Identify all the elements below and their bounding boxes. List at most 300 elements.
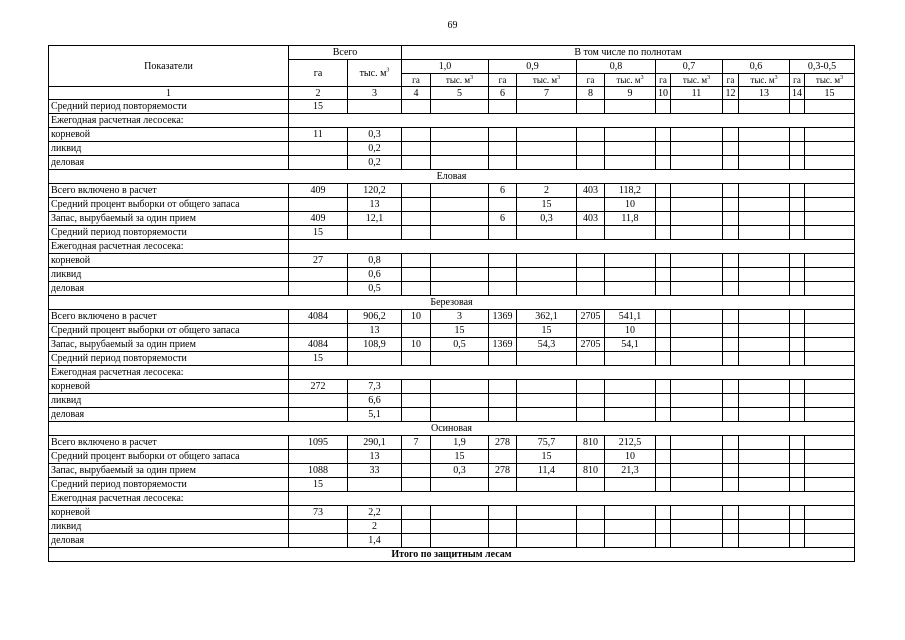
table-row: [49, 380, 855, 394]
row-label: деловая: [49, 156, 289, 170]
table-cell: [431, 198, 489, 212]
page-number: 69: [447, 20, 458, 31]
row-label: деловая: [49, 282, 289, 296]
table-cell: [517, 100, 577, 114]
table-cell: [805, 310, 855, 324]
table-cell: [739, 450, 790, 464]
table-cell: [805, 394, 855, 408]
table-cell: 75,7: [517, 436, 577, 450]
table-cell: [431, 282, 489, 296]
table-cell: [790, 268, 805, 282]
table-cell: 541,1: [605, 310, 656, 324]
table-cell: [723, 310, 739, 324]
section-title: Березовая: [49, 296, 855, 310]
column-number: 13: [739, 87, 790, 100]
table-cell: [517, 394, 577, 408]
table-cell: [431, 156, 489, 170]
row-label: деловая: [49, 408, 289, 422]
table-cell: 15: [289, 100, 348, 114]
table-cell: [805, 408, 855, 422]
table-cell: [723, 436, 739, 450]
column-number: 9: [605, 87, 656, 100]
row-label: ликвид: [49, 394, 289, 408]
unit-volume-header: тыс. $м^3$: [805, 74, 855, 87]
column-number: 12: [723, 87, 739, 100]
table-cell: [489, 394, 517, 408]
column-number: 3: [348, 87, 402, 100]
table-cell: 0,5: [348, 282, 402, 296]
total-row: [49, 548, 855, 562]
table-cell: 12,1: [348, 212, 402, 226]
table-cell: [790, 226, 805, 240]
table-cell: 278: [489, 464, 517, 478]
table-cell: [517, 254, 577, 268]
table-cell: [656, 506, 671, 520]
table-cell: [289, 408, 348, 422]
table-cell: [790, 338, 805, 352]
table-cell: [723, 156, 739, 170]
table-cell: [805, 128, 855, 142]
row-label: корневой: [49, 506, 289, 520]
table-cell: [739, 254, 790, 268]
table-cell: [489, 226, 517, 240]
table-cell: 810: [577, 464, 605, 478]
table-cell: [723, 324, 739, 338]
table-cell: [656, 352, 671, 366]
table-cell: [805, 212, 855, 226]
table-cell: [671, 450, 723, 464]
table-cell: 2,2: [348, 506, 402, 520]
table-row: [49, 324, 855, 338]
column-number: 14: [790, 87, 805, 100]
table-cell: [739, 128, 790, 142]
row-label: корневой: [49, 254, 289, 268]
row-label: корневой: [49, 380, 289, 394]
table-cell: [790, 212, 805, 226]
table-cell: 4084: [289, 310, 348, 324]
table-cell: [656, 282, 671, 296]
row-label: Запас, вырубаемый за один прием: [49, 212, 289, 226]
table-cell: [402, 156, 431, 170]
table-cell: [805, 226, 855, 240]
table-cell: [790, 100, 805, 114]
density-header: 1,0: [402, 60, 489, 74]
table-row: [49, 268, 855, 282]
table-cell: [517, 408, 577, 422]
table-cell: 6,6: [348, 394, 402, 408]
column-number: 2: [289, 87, 348, 100]
table-cell: [605, 226, 656, 240]
table-cell: [431, 254, 489, 268]
table-cell: 1095: [289, 436, 348, 450]
table-cell: 1369: [489, 310, 517, 324]
table-cell: [805, 198, 855, 212]
table-cell: [577, 142, 605, 156]
table-cell: [790, 478, 805, 492]
table-cell: [723, 478, 739, 492]
table-cell: 118,2: [605, 184, 656, 198]
table-cell: [402, 128, 431, 142]
table-cell: [348, 478, 402, 492]
table-row: [49, 492, 855, 506]
table-cell: [431, 394, 489, 408]
table-cell: 15: [289, 352, 348, 366]
table-cell: [671, 212, 723, 226]
table-cell: [289, 240, 855, 254]
row-label: Средний процент выборки от общего запаса: [49, 324, 289, 338]
row-label: корневой: [49, 128, 289, 142]
table-cell: 0,2: [348, 142, 402, 156]
table-cell: [723, 226, 739, 240]
row-label: Запас, вырубаемый за один прием: [49, 338, 289, 352]
table-cell: [605, 380, 656, 394]
table-row: [49, 142, 855, 156]
table-cell: 2: [348, 520, 402, 534]
table-cell: [805, 520, 855, 534]
table-cell: [489, 534, 517, 548]
table-cell: [671, 198, 723, 212]
table-cell: [805, 268, 855, 282]
table-cell: [656, 534, 671, 548]
table-cell: [723, 394, 739, 408]
table-cell: 409: [289, 184, 348, 198]
table-cell: [723, 450, 739, 464]
table-cell: [577, 226, 605, 240]
table-cell: [656, 324, 671, 338]
table-cell: 10: [402, 338, 431, 352]
table-cell: [431, 128, 489, 142]
table-cell: [605, 520, 656, 534]
table-cell: [671, 436, 723, 450]
row-label: Ежегодная расчетная лесосека:: [49, 366, 289, 380]
table-cell: [805, 506, 855, 520]
column-number: 5: [431, 87, 489, 100]
table-cell: [723, 268, 739, 282]
table-cell: [805, 464, 855, 478]
table-cell: [605, 394, 656, 408]
table-cell: [402, 212, 431, 226]
table-row: [49, 282, 855, 296]
table-cell: [739, 338, 790, 352]
table-cell: [723, 100, 739, 114]
table-cell: [489, 142, 517, 156]
unit-volume-header: тыс. $м^3$: [671, 74, 723, 87]
table-cell: [671, 268, 723, 282]
table-cell: [671, 282, 723, 296]
table-row: [49, 240, 855, 254]
table-cell: [605, 142, 656, 156]
table-cell: [489, 268, 517, 282]
table-cell: [577, 450, 605, 464]
table-cell: [739, 408, 790, 422]
table-cell: [489, 128, 517, 142]
column-number: 10: [656, 87, 671, 100]
table-cell: [739, 310, 790, 324]
table-cell: [671, 142, 723, 156]
section-title: Осиновая: [49, 422, 855, 436]
table-cell: 7,3: [348, 380, 402, 394]
table-cell: [805, 338, 855, 352]
table-cell: [805, 282, 855, 296]
table-cell: 11: [289, 128, 348, 142]
table-cell: [489, 156, 517, 170]
table-cell: [489, 100, 517, 114]
forest-table: [48, 45, 855, 562]
table-cell: [790, 450, 805, 464]
table-cell: 0,3: [348, 128, 402, 142]
table-cell: [289, 534, 348, 548]
table-cell: [739, 478, 790, 492]
table-cell: [805, 100, 855, 114]
section-row: [49, 296, 855, 310]
table-cell: [805, 324, 855, 338]
table-cell: [805, 254, 855, 268]
table-cell: 0,3: [517, 212, 577, 226]
table-cell: 7: [402, 436, 431, 450]
table-cell: [577, 394, 605, 408]
density-header: 0,7: [656, 60, 723, 74]
table-cell: [739, 268, 790, 282]
table-cell: [402, 198, 431, 212]
table-cell: [402, 408, 431, 422]
table-cell: [723, 520, 739, 534]
density-header: 0,9: [489, 60, 577, 74]
table-cell: 33: [348, 464, 402, 478]
unit-ha-header: га: [489, 74, 517, 87]
density-header: 0,8: [577, 60, 656, 74]
table-cell: 10: [605, 450, 656, 464]
table-cell: 11,4: [517, 464, 577, 478]
table-cell: [671, 324, 723, 338]
table-cell: [790, 198, 805, 212]
table-cell: [656, 184, 671, 198]
table-cell: [517, 506, 577, 520]
table-cell: [739, 142, 790, 156]
table-cell: [348, 226, 402, 240]
table-cell: [577, 156, 605, 170]
table-cell: [517, 520, 577, 534]
table-cell: [402, 100, 431, 114]
table-row: [49, 310, 855, 324]
table-cell: [739, 198, 790, 212]
row-label: Средний период повторяемости: [49, 478, 289, 492]
table-cell: [790, 142, 805, 156]
table-cell: [348, 352, 402, 366]
table-cell: [671, 128, 723, 142]
table-cell: [431, 520, 489, 534]
table-cell: 1088: [289, 464, 348, 478]
table-cell: 2705: [577, 338, 605, 352]
table-cell: [431, 478, 489, 492]
table-cell: [656, 408, 671, 422]
table-cell: [577, 128, 605, 142]
table-row: [49, 212, 855, 226]
table-cell: [656, 520, 671, 534]
unit-ha-header: га: [402, 74, 431, 87]
table-row: [49, 156, 855, 170]
unit-volume-header: тыс. $м^3$: [739, 74, 790, 87]
table-cell: 15: [289, 478, 348, 492]
unit-volume-header: тыс. $м^3$: [517, 74, 577, 87]
table-row: [49, 506, 855, 520]
row-label: ликвид: [49, 520, 289, 534]
table-row: [49, 534, 855, 548]
table-cell: [656, 380, 671, 394]
table-cell: [489, 282, 517, 296]
table-cell: [577, 534, 605, 548]
table-cell: 6: [489, 184, 517, 198]
table-cell: [739, 282, 790, 296]
table-cell: [723, 338, 739, 352]
table-cell: [605, 268, 656, 282]
table-cell: [656, 478, 671, 492]
table-cell: [431, 226, 489, 240]
table-cell: 4084: [289, 338, 348, 352]
table-cell: [656, 394, 671, 408]
table-cell: [671, 478, 723, 492]
table-cell: [790, 184, 805, 198]
total-title: Итого по защитным лесам: [49, 548, 855, 562]
section-row: [49, 170, 855, 184]
table-cell: [289, 394, 348, 408]
table-cell: [656, 226, 671, 240]
table-cell: [577, 408, 605, 422]
table-row: [49, 464, 855, 478]
density-header: 0,6: [723, 60, 790, 74]
table-row: [49, 436, 855, 450]
table-cell: [431, 534, 489, 548]
table-row: [49, 450, 855, 464]
table-cell: [605, 156, 656, 170]
table-cell: [517, 352, 577, 366]
table-cell: [723, 282, 739, 296]
column-number: 8: [577, 87, 605, 100]
table-cell: 1,4: [348, 534, 402, 548]
table-cell: [431, 506, 489, 520]
row-label: деловая: [49, 534, 289, 548]
row-label: Средний процент выборки от общего запаса: [49, 198, 289, 212]
table-cell: [739, 506, 790, 520]
table-cell: [517, 380, 577, 394]
row-label: Средний процент выборки от общего запаса: [49, 450, 289, 464]
table-cell: 0,3: [431, 464, 489, 478]
section-row: [49, 422, 855, 436]
table-cell: [723, 128, 739, 142]
table-cell: [517, 282, 577, 296]
table-cell: [289, 198, 348, 212]
table-cell: [739, 464, 790, 478]
table-cell: [431, 100, 489, 114]
table-cell: 0,8: [348, 254, 402, 268]
row-label: Всего включено в расчет: [49, 310, 289, 324]
column-number: 4: [402, 87, 431, 100]
table-cell: 362,1: [517, 310, 577, 324]
table-cell: [671, 338, 723, 352]
table-cell: [790, 520, 805, 534]
table-cell: [289, 268, 348, 282]
unit-ha-header: га: [723, 74, 739, 87]
table-cell: [289, 324, 348, 338]
table-cell: [790, 464, 805, 478]
table-cell: [431, 408, 489, 422]
table-cell: [431, 142, 489, 156]
row-label: ликвид: [49, 268, 289, 282]
table-cell: [723, 212, 739, 226]
table-cell: [656, 100, 671, 114]
density-header: 0,3-0,5: [790, 60, 855, 74]
row-label: ликвид: [49, 142, 289, 156]
table-cell: 906,2: [348, 310, 402, 324]
unit-ha-header: га: [577, 74, 605, 87]
table-cell: [431, 268, 489, 282]
table-cell: [577, 506, 605, 520]
table-row: [49, 338, 855, 352]
row-label: Средний период повторяемости: [49, 100, 289, 114]
table-row: [49, 184, 855, 198]
table-cell: 13: [348, 324, 402, 338]
table-cell: 5,1: [348, 408, 402, 422]
table-cell: [790, 394, 805, 408]
table-cell: [577, 198, 605, 212]
table-cell: [348, 100, 402, 114]
column-number: 11: [671, 87, 723, 100]
table-cell: 54,1: [605, 338, 656, 352]
table-cell: [517, 142, 577, 156]
unit-volume-header: тыс. $м^3$: [605, 74, 656, 87]
row-label: Средний период повторяемости: [49, 352, 289, 366]
total-ha-header: га: [289, 60, 348, 87]
table-row: [49, 366, 855, 380]
table-cell: [671, 408, 723, 422]
row-label: Ежегодная расчетная лесосека:: [49, 114, 289, 128]
table-row: [49, 226, 855, 240]
table-cell: [805, 352, 855, 366]
table-cell: [489, 352, 517, 366]
table-cell: [605, 408, 656, 422]
table-cell: [671, 254, 723, 268]
table-cell: [790, 254, 805, 268]
table-cell: [577, 324, 605, 338]
table-cell: [656, 212, 671, 226]
table-cell: 409: [289, 212, 348, 226]
table-row: [49, 352, 855, 366]
table-cell: 1369: [489, 338, 517, 352]
table-cell: [723, 506, 739, 520]
table-cell: [656, 450, 671, 464]
table-cell: [671, 184, 723, 198]
column-number: 7: [517, 87, 577, 100]
table-cell: [790, 380, 805, 394]
table-row: [49, 478, 855, 492]
table-cell: [805, 478, 855, 492]
table-cell: [739, 226, 790, 240]
table-cell: [671, 534, 723, 548]
table-cell: [739, 184, 790, 198]
table-cell: [489, 520, 517, 534]
table-cell: [656, 464, 671, 478]
table-cell: [739, 156, 790, 170]
table-cell: [402, 268, 431, 282]
table-cell: 15: [431, 324, 489, 338]
table-cell: [489, 450, 517, 464]
table-cell: [656, 198, 671, 212]
table-cell: 0,2: [348, 156, 402, 170]
table-cell: 54,3: [517, 338, 577, 352]
total-volume-header: тыс. $м^3$: [348, 60, 402, 87]
table-cell: [402, 464, 431, 478]
table-cell: [656, 268, 671, 282]
table-row: [49, 520, 855, 534]
